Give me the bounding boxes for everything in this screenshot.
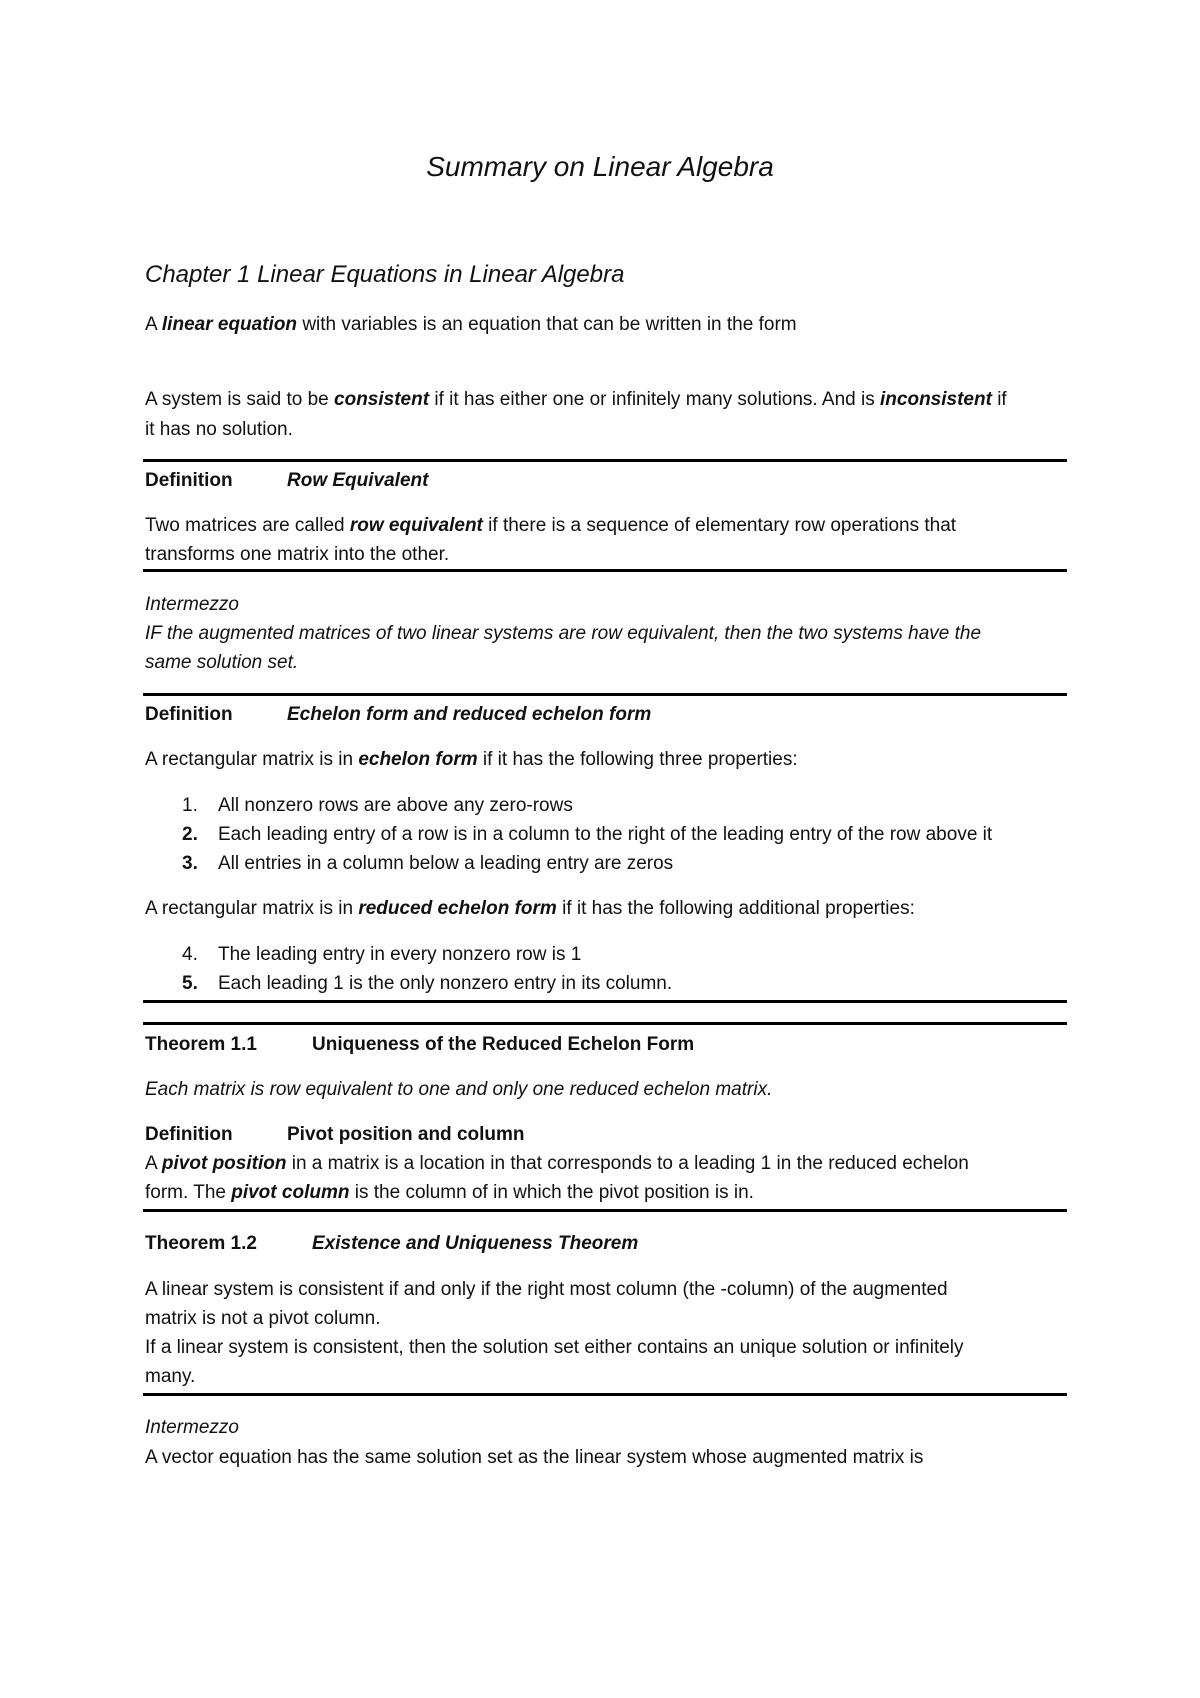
intermezzo-line2: same solution set. [145,652,299,673]
definition-echelon-heading [145,700,651,730]
list-item-number: 1. [182,795,198,816]
document-title: Summary on Linear Algebra [426,151,774,182]
row-equivalent-line1: Two matrices are called row equivalent if there is a sequence of elementary row operations that [145,515,957,536]
row-equivalent-term: row equivalent [349,515,483,536]
consistency-paragraph-line2: it has no solution. [145,419,293,440]
theorem-1-2-line4: many. [145,1366,196,1387]
theorem-label: Theorem 1.2 [145,1233,257,1254]
list-item: Each leading entry of a row is in a column to the right of the leading entry of the row above it [218,824,993,845]
echelon-intro: A rectangular matrix is in echelon form if it has the following three properties: [145,749,798,770]
definition-row-equivalent-heading [145,466,428,496]
pivot-position-term: pivot position [161,1153,287,1174]
section-divider [143,459,1067,462]
reduced-echelon-form-term: reduced echelon form [358,898,557,919]
theorem-label: Theorem 1.1 [145,1034,257,1055]
intermezzo-label: Intermezzo [145,594,239,615]
definition-name: Pivot position and column [287,1124,525,1145]
echelon-form-term: echelon form [358,749,478,770]
theorem-1-2-line3: If a linear system is consistent, then the solution set either contains an unique solution or infinitely [145,1337,964,1358]
intermezzo-label: Intermezzo [145,1417,239,1438]
list-item: All nonzero rows are above any zero-rows [218,795,573,816]
theorem-name: Existence and Uniqueness Theorem [312,1233,639,1254]
theorem-1-2-heading [145,1229,638,1259]
consistency-paragraph-line1: A system is said to be consistent if it has either one or infinitely many solutions. And is inconsistent if [145,389,1007,410]
list-item-number: 3. [182,853,198,874]
section-divider [143,1393,1067,1396]
section-divider [143,1209,1067,1212]
reduced-echelon-intro: A rectangular matrix is in reduced echelon form if it has the following additional properties: [145,898,915,919]
section-divider [143,1022,1067,1025]
consistent-term: consistent [334,389,430,410]
inconsistent-term: inconsistent [880,389,992,410]
chapter-heading: Chapter 1 Linear Equations in Linear Algebra [145,261,625,288]
list-item-number: 2. [182,824,198,845]
theorem-name: Uniqueness of the Reduced Echelon Form [312,1034,695,1055]
pivot-column-term: pivot column [231,1182,350,1203]
list-item: The leading entry in every nonzero row is 1 [218,944,582,965]
row-equivalent-line2: transforms one matrix into the other. [145,544,450,565]
section-divider [143,1000,1067,1003]
intermezzo-line1: IF the augmented matrices of two linear systems are row equivalent, then the two systems have the [145,623,982,644]
definition-label: Definition [145,1124,233,1145]
theorem-1-1-statement: Each matrix is row equivalent to one and only one reduced echelon matrix. [145,1079,773,1100]
pivot-line1: A pivot position in a matrix is a location in that corresponds to a leading 1 in the reduced echelon [145,1153,969,1174]
section-divider [143,569,1067,572]
linear-equation-term: linear equation [161,314,298,335]
intermezzo-line1: A vector equation has the same solution set as the linear system whose augmented matrix is [145,1447,924,1468]
list-item: All entries in a column below a leading entry are zeros [218,853,674,874]
definition-label: Definition [145,470,233,491]
section-divider [143,693,1067,696]
list-item-number: 5. [182,973,198,994]
definition-name: Row Equivalent [287,470,429,491]
theorem-1-2-line2: matrix is not a pivot column. [145,1308,381,1329]
theorem-1-2-line1: A linear system is consistent if and only if the right most column (the -column) of the augmented [145,1279,948,1300]
pivot-line2: form. The pivot column is the column of in which the pivot position is in. [145,1182,754,1203]
definition-pivot-heading [145,1120,525,1150]
definition-name: Echelon form and reduced echelon form [287,704,652,725]
linear-equation-paragraph: A linear equation with variables is an equation that can be written in the form [145,314,797,335]
definition-label: Definition [145,704,233,725]
list-item-number: 4. [182,944,198,965]
theorem-1-1-heading [145,1030,694,1060]
list-item: Each leading 1 is the only nonzero entry in its column. [218,973,673,994]
